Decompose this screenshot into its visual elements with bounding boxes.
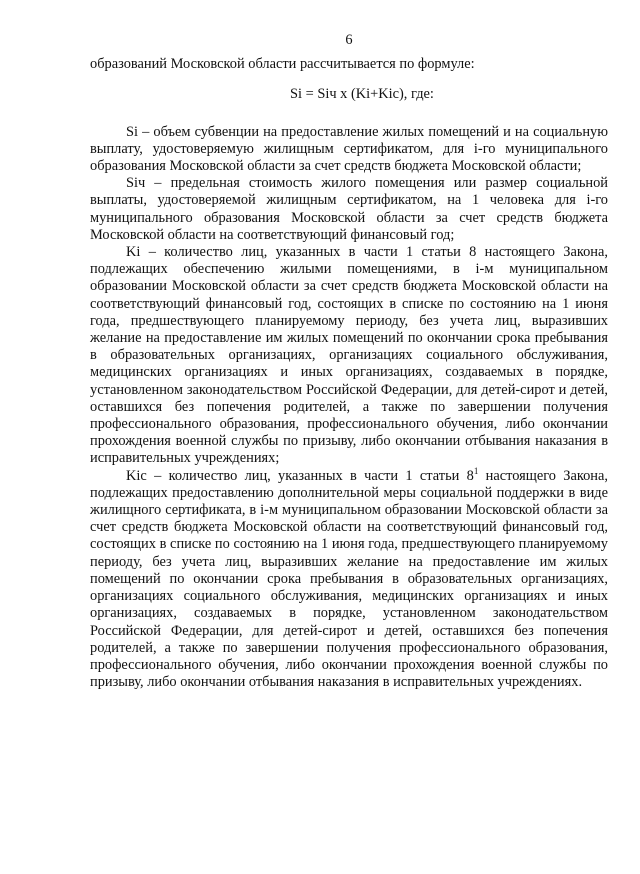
superscript-index: 1 bbox=[473, 465, 479, 476]
definition-term: Siч bbox=[126, 175, 146, 192]
definition-si bbox=[90, 124, 608, 176]
document-page bbox=[90, 32, 608, 691]
definition-text: – количество лиц, указанных в части 1 статьи 8 настоящего Закона, подлежащих обеспечению жилыми помещениями, в i-м муниципальном образовании Московской области за счет средств бюджета Московской области на соответствующий финансовый год, состоящих в списке по состоянию на 1 июня года, предшествующего планируемому периоду, без учета лиц, выразивших желание на предоставление им жилых помещений по окончании срока пребывания в образовательных организациях, организациях социального обслуживания, медицинских организациях и иных организациях, создаваемых в порядке, установленном законодательством Российской Федерации, для детей-сирот и детей, оставшихся без попечения родителей, а также по завершении получения профессионального образования, профессионального обучения, либо окончании прохождения военной службы по призыву, либо окончании отбывания наказания в исправительных учреждениях; bbox=[90, 244, 608, 467]
definition-sich bbox=[90, 175, 608, 244]
definition-text: – объем субвенции на предоставление жилых помещений и на социальную выплату, удостоверяемую жилищным сертификатом, для i-го муниципального образования Московской области за счет средств бюджета Московской области; bbox=[90, 123, 608, 175]
definition-ki bbox=[90, 244, 608, 468]
formula: Si = Siч x (Ki+Kic), где: bbox=[290, 86, 434, 103]
intro-text: образований Московской области рассчитывается по формуле: bbox=[90, 56, 475, 73]
definition-text: – предельная стоимость жилого помещения или размер социальной выплаты, удостоверяемой жилищным сертификатом, на 1 человека для i-го муниципального образования Московской области за счет средств бюджета Московской области на соответствующий финансовый год; bbox=[90, 175, 608, 243]
definition-term: Ki bbox=[126, 244, 141, 261]
definition-kic bbox=[90, 465, 608, 692]
definition-term: Si bbox=[126, 123, 139, 140]
page-number: 6 bbox=[345, 32, 353, 48]
definition-text-before: – количество лиц, указанных в части 1 статьи 8 bbox=[146, 467, 474, 484]
definition-text: настоящего Закона, подлежащих предоставлению дополнительной меры социальной поддержки в виде жилищного сертификата, в i-м муниципальном образовании Московской области за счет средств бюджета Московской области на соответствующий финансовый год, состоящих в списке по состоянию на 1 июня года, предшествующего планируемому периоду, без учета лиц, выразивших желание на предоставление им жилых помещений по окончании срока пребывания в образовательных организациях, организациях социального обслуживания, медицинских организациях и иных организациях, создаваемых в порядке, установленном законодательством Российской Федерации, для детей-сирот и детей, оставшихся без попечения родителей, а также по завершении получения профессионального образования, профессионального обучения, либо окончании прохождения военной службы по призыву, либо окончании отбывания наказания в исправительных учреждениях. bbox=[90, 467, 608, 691]
definition-term: Kic bbox=[126, 467, 147, 484]
